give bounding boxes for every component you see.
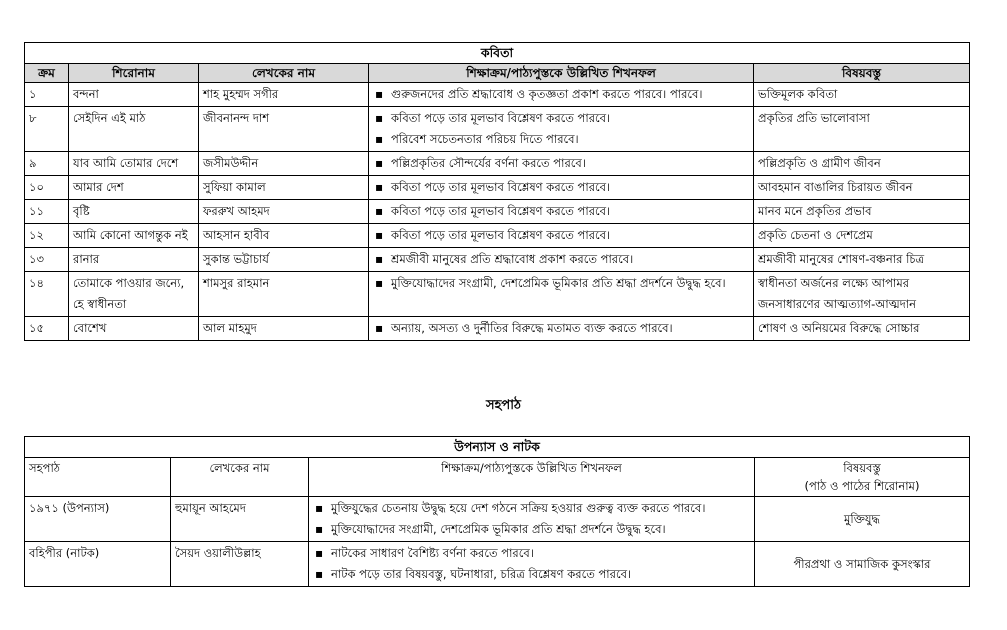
outcome-item: ▪ কবিতা পড়ে তার মূলভাব বিশ্লেষণ করতে পারবে। [387,225,749,246]
subject-cell: মানব মনে প্রকৃতির প্রভাব [754,200,970,224]
header-author: লেখকের নাম [199,64,369,83]
header-subject-note: (পাঠ ও পাঠের শিরোনাম) [804,479,920,493]
outcome-item: ▪ মুক্তিযুদ্ধের চেতনায় উদ্বুদ্ধ হয়ে দেশ গঠনে সক্রিয় হওয়ার গুরুত্ব ব্যক্ত করতে পারবে। [327,498,750,519]
author-cell: আল মাহমুদ [199,317,369,341]
outcome-item: ▪ মুক্তিযোদ্ধাদের সংগ্রামী, দেশপ্রেমিক ভূমিকার প্রতি শ্রদ্ধা প্রদর্শনে উদ্বুদ্ধ হবে। [327,519,750,540]
subject-cell: পীরপ্রথা ও সামাজিক কুসংস্কার [755,542,970,587]
novel-body [25,497,970,587]
poetry-body [25,83,970,341]
outcome-list [373,249,749,270]
outcome-item: ▪ অন্যায়, অসত্য ও দুর্নীতির বিরুদ্ধে মতামত ব্যক্ত করতে পারবে। [387,318,749,339]
outcomes-cell [309,497,755,542]
outcome-item: ▪ কবিতা পড়ে তার মূলভাব বিশ্লেষণ করতে পারবে। [387,201,749,222]
header-work: সহপাঠ [25,458,171,497]
table-row [25,224,970,248]
outcome-list [373,318,749,339]
outcomes-cell [369,272,754,317]
author-cell: ফররুখ আহমদ [199,200,369,224]
header-subject-label: বিষয়বস্তু [843,461,881,475]
outcomes-cell [369,176,754,200]
outcome-item: ▪ পরিবেশ সচেতনতার পরিচয় দিতে পারবে। [387,129,749,150]
table-row [25,497,970,542]
outcomes-cell [369,200,754,224]
serial-cell: ১৪ [25,272,69,317]
outcomes-cell [369,248,754,272]
outcome-item: ▪ মুক্তিযোদ্ধাদের সংগ্রামী, দেশপ্রেমিক ভূমিকার প্রতি শ্রদ্ধা প্রদর্শনে উদ্বুদ্ধ হবে। [387,273,749,294]
outcome-list [373,201,749,222]
header-serial: ক্রম [25,64,69,83]
table-row [25,107,970,152]
title-cell: বোশেখ [69,317,199,341]
author-cell: আহসান হাবীব [199,224,369,248]
outcome-list [373,273,749,294]
poetry-table-caption: কবিতা [25,43,970,64]
outcomes-cell [369,152,754,176]
outcome-item: ▪ নাটকের সাধারণ বৈশিষ্ট্য বর্ণনা করতে পারবে। [327,543,750,564]
section-title: সহপাঠ [486,398,521,413]
outcome-item: ▪ কবিতা পড়ে তার মূলভাব বিশ্লেষণ করতে পারবে। [387,108,749,129]
title-cell: তোমাকে পাওয়ার জন্যে, হে স্বাধীনতা [69,272,199,317]
serial-cell: ৯ [25,152,69,176]
outcome-item: ▪ গুরুজনদের প্রতি শ্রদ্ধাবোধ ও কৃতজ্ঞতা প্রকাশ করতে পারবে। পারবে। [387,84,749,105]
author-cell: সৈয়দ ওয়ালীউল্লাহ [171,542,309,587]
outcomes-cell [309,542,755,587]
author-cell: জসীমউদ্দীন [199,152,369,176]
subject-cell: শ্রমজীবী মানুষের শোষণ-বঞ্চনার চিত্র [754,248,970,272]
serial-cell: ১ [25,83,69,107]
outcomes-cell [369,83,754,107]
title-cell: বৃষ্টি [69,200,199,224]
header-subject [755,458,970,497]
author-cell: শাহ মুহম্মদ সগীর [199,83,369,107]
title-cell: আমি কোনো আগন্তুক নই [69,224,199,248]
outcomes-cell [369,224,754,248]
header-title: শিরোনাম [69,64,199,83]
subject-cell: প্রকৃতি চেতনা ও দেশপ্রেম [754,224,970,248]
title-cell: যাব আমি তোমার দেশে [69,152,199,176]
serial-cell: ১০ [25,176,69,200]
novel-table-caption: উপন্যাস ও নাটক [25,437,970,458]
serial-cell: ৮ [25,107,69,152]
outcomes-cell [369,107,754,152]
subject-cell: আবহমান বাঙালির চিরায়ত জীবন [754,176,970,200]
outcome-list [373,225,749,246]
author-cell: সুকান্ত ভট্টাচার্য [199,248,369,272]
novel-header-row [25,458,970,497]
outcome-item: ▪ কবিতা পড়ে তার মূলভাব বিশ্লেষণ করতে পারবে। [387,177,749,198]
subject-cell: মুক্তিযুদ্ধ [755,497,970,542]
table-row [25,272,970,317]
subject-cell: স্বাধীনতা অর্জনের লক্ষ্যে আপামর জনসাধারণের আত্মত্যাগ-আত্মদান [754,272,970,317]
subject-cell: প্রকৃতির প্রতি ভালোবাসা [754,107,970,152]
outcome-list [313,498,750,540]
author-cell: হুমায়ূন আহমেদ [171,497,309,542]
outcome-list [373,153,749,174]
outcome-list [313,543,750,585]
outcomes-cell [369,317,754,341]
title-cell: আমার দেশ [69,176,199,200]
outcome-item: ▪ শ্রমজীবী মানুষের প্রতি শ্রদ্ধাবোধ প্রকাশ করতে পারবে। [387,249,749,270]
table-row [25,542,970,587]
serial-cell: ১৩ [25,248,69,272]
table-row [25,83,970,107]
table-row [25,176,970,200]
outcome-list [373,177,749,198]
serial-cell: ১২ [25,224,69,248]
author-cell: শামসুর রাহমান [199,272,369,317]
title-cell: রানার [69,248,199,272]
poetry-header-row [25,64,970,83]
table-row [25,152,970,176]
header-subject: বিষয়বস্তু [754,64,970,83]
table-row [25,200,970,224]
poetry-table [24,42,970,341]
title-cell: বন্দনা [69,83,199,107]
outcome-list [373,84,749,105]
subject-cell: শোষণ ও অনিয়মের বিরুদ্ধে সোচ্চার [754,317,970,341]
subject-cell: পল্লিপ্রকৃতি ও গ্রামীণ জীবন [754,152,970,176]
serial-cell: ১৫ [25,317,69,341]
author-cell: সুফিয়া কামাল [199,176,369,200]
subject-cell: ভক্তিমূলক কবিতা [754,83,970,107]
outcome-item: ▪ নাটক পড়ে তার বিষয়বস্তু, ঘটনাধারা, চরিত্র বিশ্লেষণ করতে পারবে। [327,564,750,585]
outcome-list [373,108,749,150]
table-row [25,248,970,272]
outcome-item: ▪ পল্লিপ্রকৃতির সৌন্দর্যের বর্ণনা করতে পারবে। [387,153,749,174]
table-row [25,317,970,341]
serial-cell: ১১ [25,200,69,224]
work-cell: বহিপীর (নাটক) [25,542,171,587]
novel-drama-table [24,436,970,587]
work-cell: ১৯৭১ (উপন্যাস) [25,497,171,542]
header-author: লেখকের নাম [171,458,309,497]
author-cell: জীবনানন্দ দাশ [199,107,369,152]
title-cell: সেইদিন এই মাঠ [69,107,199,152]
header-outcomes: শিক্ষাক্রম/পাঠ্যপুস্তকে উল্লিখিত শিখনফল [309,458,755,497]
header-outcomes: শিক্ষাক্রম/পাঠ্যপুস্তকে উল্লিখিত শিখনফল [369,64,754,83]
